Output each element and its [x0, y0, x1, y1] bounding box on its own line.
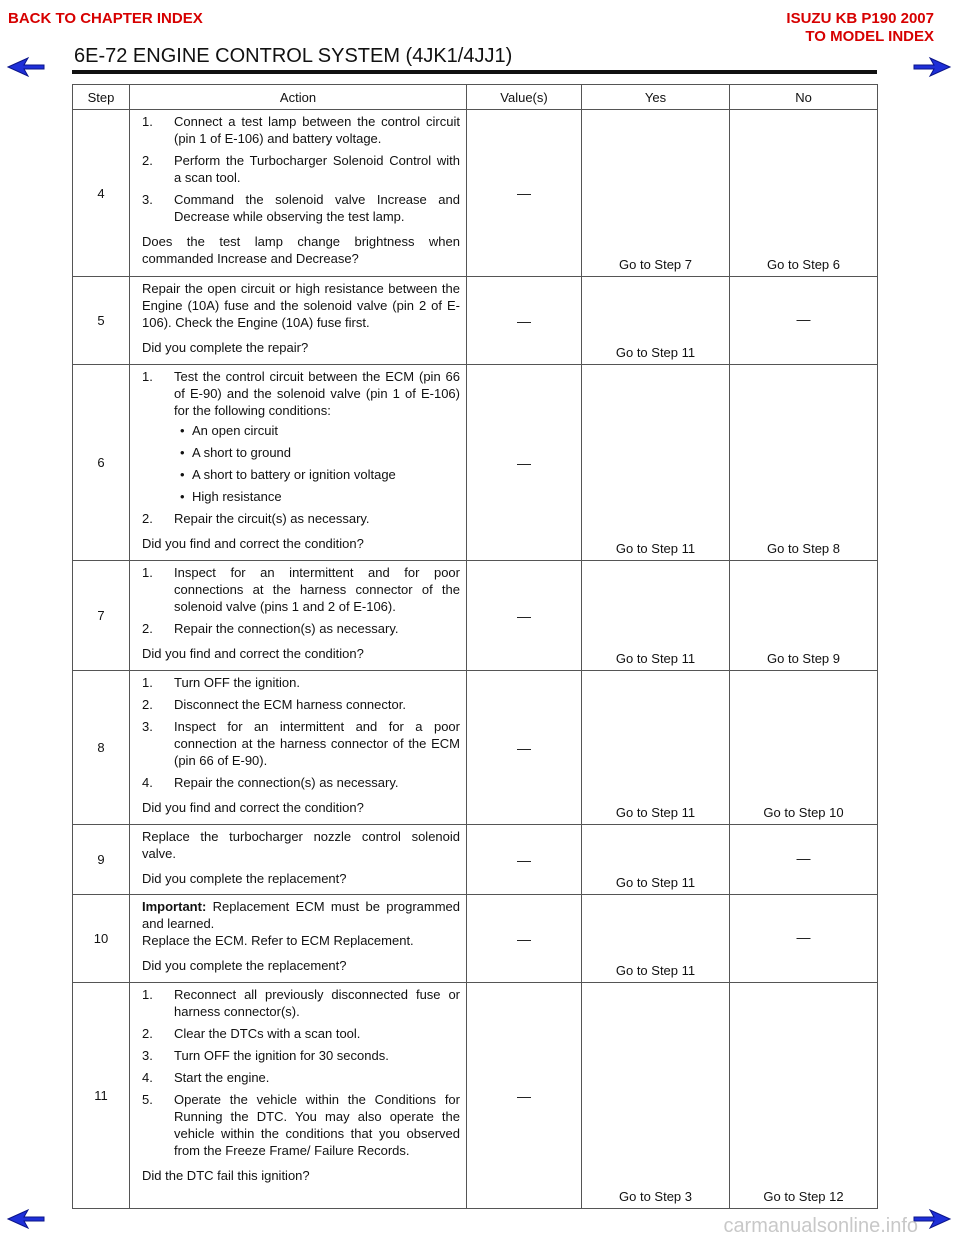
- header-no: No: [730, 85, 878, 110]
- no-result: Go to Step 6: [730, 110, 878, 277]
- header-yes: Yes: [582, 85, 730, 110]
- condition-bullet: • A short to ground: [174, 444, 460, 461]
- action-question: Did the DTC fail this ignition?: [142, 1168, 310, 1183]
- value-cell: —: [467, 983, 582, 1209]
- value-cell: —: [467, 825, 582, 895]
- action-item: 2. Clear the DTCs with a scan tool.: [142, 1026, 361, 1041]
- table-row: [73, 561, 878, 671]
- step-number: 7: [73, 561, 130, 671]
- table-row: [73, 825, 878, 895]
- table-row: [73, 671, 878, 825]
- action-item: 2. Repair the circuit(s) as necessary.: [142, 511, 370, 526]
- yes-result: Go to Step 11: [582, 671, 730, 825]
- value-cell: —: [467, 671, 582, 825]
- step-number: 8: [73, 671, 130, 825]
- back-to-chapter-index-link[interactable]: BACK TO CHAPTER INDEX: [8, 10, 203, 27]
- table-row: [73, 983, 878, 1209]
- value-cell: —: [467, 365, 582, 561]
- table-header-row: [73, 85, 878, 110]
- action-cell: [130, 825, 467, 895]
- action-question: Did you complete the replacement?: [142, 871, 347, 886]
- no-result: Go to Step 9: [730, 561, 878, 671]
- action-item: 2. Repair the connection(s) as necessary.: [142, 621, 399, 636]
- action-question: Did you complete the repair?: [142, 340, 309, 355]
- step-number: 4: [73, 110, 130, 277]
- to-model-index-link[interactable]: TO MODEL INDEX: [805, 28, 934, 45]
- value-cell: —: [467, 895, 582, 983]
- header-action: Action: [130, 85, 467, 110]
- header-step: Step: [73, 85, 130, 110]
- action-item: 5. Operate the vehicle within the Conditions for Running the DTC. You may also operate the vehicle within the conditions that you observed from the Freeze Frame/ Failure Records.: [142, 1092, 460, 1158]
- action-item: 1. Turn OFF the ignition.: [142, 675, 300, 690]
- table-row: [73, 895, 878, 983]
- action-item: 3. Command the solenoid valve Increase and Decrease while observing the test lamp.: [142, 192, 460, 224]
- table-row: [73, 277, 878, 365]
- action-item: 4. Start the engine.: [142, 1070, 270, 1085]
- action-question: Did you find and correct the condition?: [142, 800, 364, 815]
- yes-result: Go to Step 11: [582, 277, 730, 365]
- action-question: Did you find and correct the condition?: [142, 646, 364, 661]
- action-question: Does the test lamp change brightness when commanded Increase and Decrease?: [142, 234, 460, 266]
- action-item: 4. Repair the connection(s) as necessary.: [142, 775, 399, 790]
- step-number: 5: [73, 277, 130, 365]
- step-number: 9: [73, 825, 130, 895]
- watermark: carmanualsonline.info: [723, 1215, 918, 1237]
- diagnostic-table: [72, 84, 878, 1209]
- no-result: —: [730, 895, 878, 983]
- action-item: 2. Disconnect the ECM harness connector.: [142, 697, 406, 712]
- action-item: 1. Reconnect all previously disconnected fuse or harness connector(s).: [142, 987, 460, 1019]
- table-row: [73, 365, 878, 561]
- action-cell: [130, 671, 467, 825]
- action-text: Replace the ECM. Refer to ECM Replacement.: [142, 933, 414, 948]
- action-cell: [130, 277, 467, 365]
- step-number: 10: [73, 895, 130, 983]
- prev-page-arrow-icon[interactable]: [6, 1208, 46, 1230]
- important-note: Important: Replacement ECM must be programmed and learned.: [142, 899, 460, 931]
- action-item: 2. Perform the Turbocharger Solenoid Control with a scan tool.: [142, 153, 460, 185]
- table-row: [73, 110, 878, 277]
- action-cell: [130, 561, 467, 671]
- step-number: 11: [73, 983, 130, 1209]
- action-item: 1. Inspect for an intermittent and for poor connections at the harness connector of the solenoid valve (pins 1 and 2 of E-106).: [142, 565, 460, 614]
- action-item: 3. Turn OFF the ignition for 30 seconds.: [142, 1048, 389, 1063]
- action-item: 1. Connect a test lamp between the control circuit (pin 1 of E-106) and battery voltage.: [142, 114, 460, 146]
- next-page-arrow-icon[interactable]: [912, 56, 952, 78]
- next-page-arrow-icon[interactable]: [912, 1208, 952, 1230]
- action-cell: [130, 365, 467, 561]
- no-result: Go to Step 12: [730, 983, 878, 1209]
- action-text: Repair the open circuit or high resistance between the Engine (10A) fuse and the solenoid valve (pin 2 of E-106). Check the Engine (10A) fuse first.: [142, 281, 460, 330]
- action-question: Did you complete the replacement?: [142, 958, 347, 973]
- action-item: 1. Test the control circuit between the ECM (pin 66 of E-90) and the solenoid valve (pin 1 of E-106) for the following conditions: • An open circuit • A short to ground • A short to battery or ignition voltage • High resistance: [142, 368, 460, 505]
- yes-result: Go to Step 11: [582, 561, 730, 671]
- action-question: Did you find and correct the condition?: [142, 536, 364, 551]
- yes-result: Go to Step 7: [582, 110, 730, 277]
- value-cell: —: [467, 561, 582, 671]
- condition-bullet: • A short to battery or ignition voltage: [174, 466, 460, 483]
- yes-result: Go to Step 11: [582, 895, 730, 983]
- value-cell: —: [467, 277, 582, 365]
- header-values: Value(s): [467, 85, 582, 110]
- condition-bullet: • An open circuit: [174, 422, 460, 439]
- page-title: 6E-72 ENGINE CONTROL SYSTEM (4JK1/4JJ1): [74, 45, 513, 67]
- action-cell: [130, 983, 467, 1209]
- value-cell: —: [467, 110, 582, 277]
- model-title-link[interactable]: ISUZU KB P190 2007: [786, 10, 934, 27]
- no-result: —: [730, 825, 878, 895]
- yes-result: Go to Step 3: [582, 983, 730, 1209]
- title-divider: [72, 70, 877, 74]
- yes-result: Go to Step 11: [582, 825, 730, 895]
- step-number: 6: [73, 365, 130, 561]
- no-result: Go to Step 10: [730, 671, 878, 825]
- no-result: —: [730, 277, 878, 365]
- condition-bullet: • High resistance: [174, 488, 460, 505]
- action-cell: [130, 895, 467, 983]
- action-text: Replace the turbocharger nozzle control solenoid valve.: [142, 829, 460, 861]
- yes-result: Go to Step 11: [582, 365, 730, 561]
- prev-page-arrow-icon[interactable]: [6, 56, 46, 78]
- action-cell: [130, 110, 467, 277]
- action-item: 3. Inspect for an intermittent and for a poor connection at the harness connector of the ECM (pin 66 of E-90).: [142, 719, 460, 768]
- no-result: Go to Step 8: [730, 365, 878, 561]
